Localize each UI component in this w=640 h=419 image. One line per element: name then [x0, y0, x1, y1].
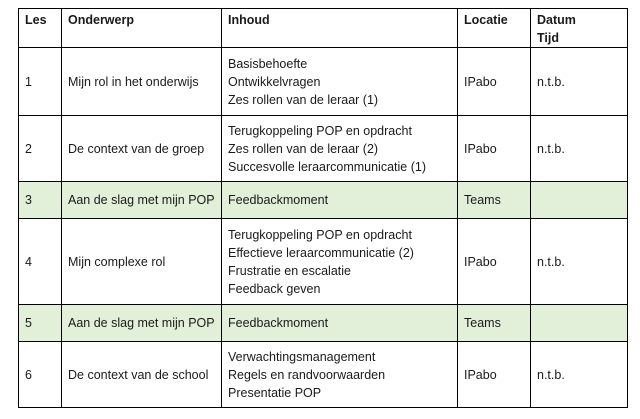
header-datum-tijd — [531, 9, 628, 48]
cell-datum-tijd: n.t.b. — [531, 219, 628, 305]
table-row — [19, 48, 628, 116]
cell-inhoud: Feedbackmoment — [222, 305, 458, 342]
cell-les: 3 — [19, 182, 62, 219]
cell-locatie: Teams — [458, 182, 531, 219]
cell-datum-tijd — [531, 182, 628, 219]
table-row-highlighted — [19, 305, 628, 342]
inhoud-line: Feedback geven — [228, 281, 321, 296]
cell-les: 2 — [19, 116, 62, 182]
table-row — [19, 342, 628, 408]
cell-locatie: IPabo — [458, 219, 531, 305]
header-locatie: Locatie — [458, 9, 531, 48]
inhoud-line: Basisbehoefte — [228, 56, 308, 71]
inhoud-line: Frustratie en escalatie — [228, 263, 351, 278]
cell-datum-tijd: n.t.b. — [531, 342, 628, 408]
cell-inhoud — [222, 48, 458, 116]
cell-inhoud — [222, 342, 458, 408]
inhoud-line: Regels en randvoorwaarden — [228, 367, 386, 382]
cell-onderwerp: De context van de groep — [62, 116, 222, 182]
inhoud-line: Effectieve leraarcommunicatie (2) — [228, 245, 414, 260]
table-row — [19, 219, 628, 305]
cell-les: 5 — [19, 305, 62, 342]
cell-les: 6 — [19, 342, 62, 408]
cell-onderwerp: Mijn complexe rol — [62, 219, 222, 305]
table-row-highlighted — [19, 182, 628, 219]
inhoud-line: Zes rollen van de leraar (1) — [228, 92, 379, 107]
cell-datum-tijd: n.t.b. — [531, 116, 628, 182]
header-les: Les — [19, 9, 62, 48]
cell-locatie: IPabo — [458, 48, 531, 116]
inhoud-line: Terugkoppeling POP en opdracht — [228, 227, 412, 242]
lesson-schedule-table — [18, 8, 628, 408]
inhoud-line: Terugkoppeling POP en opdracht — [228, 123, 412, 138]
header-datum: Datum — [537, 13, 576, 27]
header-tijd: Tijd — [537, 31, 559, 45]
cell-les: 1 — [19, 48, 62, 116]
inhoud-line: Succesvolle leraarcommunicatie (1) — [228, 159, 426, 174]
cell-inhoud: Feedbackmoment — [222, 182, 458, 219]
cell-inhoud — [222, 219, 458, 305]
inhoud-line: Verwachtingsmanagement — [228, 349, 376, 364]
cell-locatie: IPabo — [458, 116, 531, 182]
header-inhoud: Inhoud — [222, 9, 458, 48]
table-row — [19, 116, 628, 182]
cell-datum-tijd: n.t.b. — [531, 48, 628, 116]
inhoud-line: Ontwikkelvragen — [228, 74, 321, 89]
cell-locatie: IPabo — [458, 342, 531, 408]
cell-onderwerp: Mijn rol in het onderwijs — [62, 48, 222, 116]
header-onderwerp: Onderwerp — [62, 9, 222, 48]
cell-les: 4 — [19, 219, 62, 305]
table-header-row — [19, 9, 628, 48]
cell-onderwerp: Aan de slag met mijn POP — [62, 305, 222, 342]
cell-datum-tijd — [531, 305, 628, 342]
inhoud-line: Zes rollen van de leraar (2) — [228, 141, 379, 156]
cell-locatie: Teams — [458, 305, 531, 342]
cell-onderwerp: Aan de slag met mijn POP — [62, 182, 222, 219]
cell-onderwerp: De context van de school — [62, 342, 222, 408]
inhoud-line: Presentatie POP — [228, 385, 322, 400]
cell-inhoud — [222, 116, 458, 182]
